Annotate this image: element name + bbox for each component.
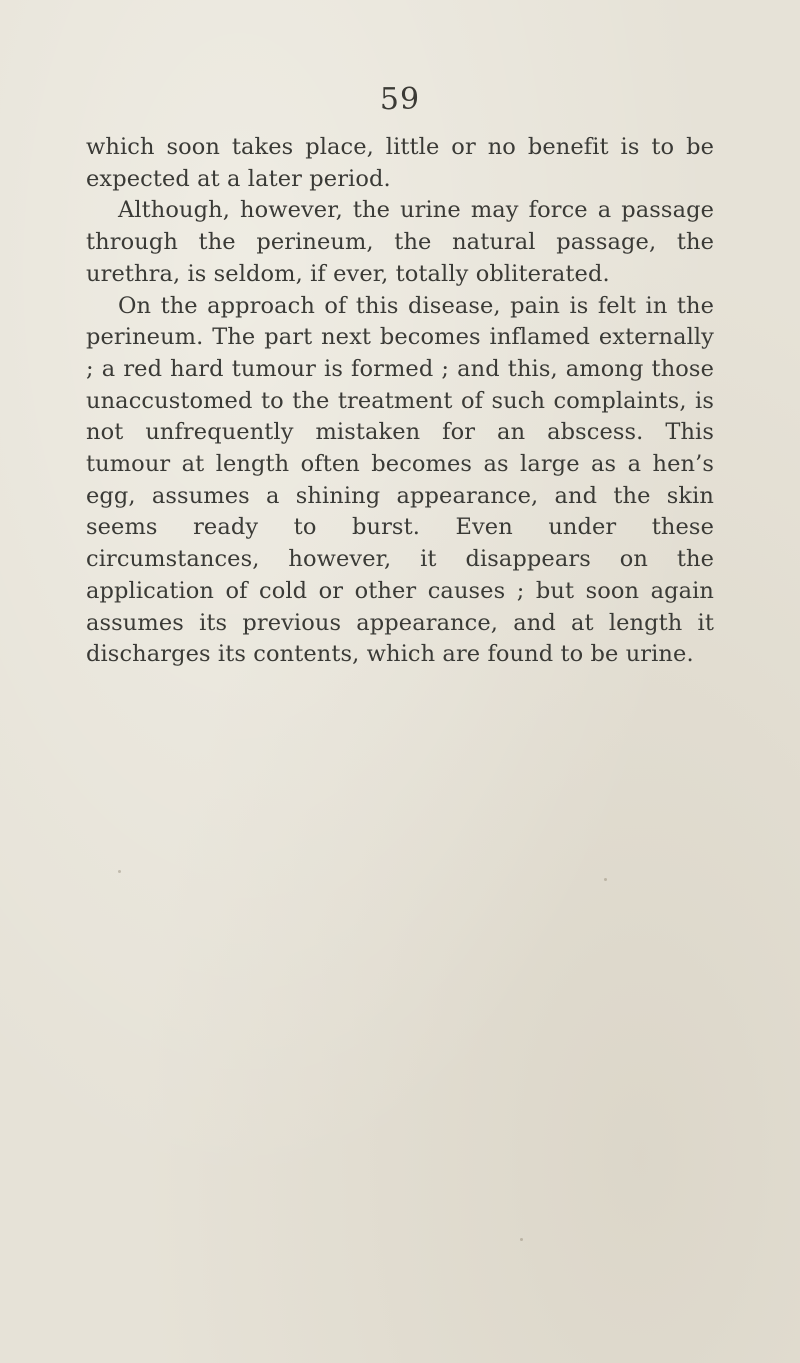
paragraph-1: which soon takes place, little or no benefit is to be expected at a later period. <box>86 134 714 192</box>
body-text <box>86 132 714 671</box>
page-number: 59 <box>379 82 421 117</box>
paper-fleck <box>604 878 607 881</box>
paragraph-2: Although, however, the urine may force a passage through the perineum, the natural passage, the urethra, is seldom, if ever, totally obliterated. <box>86 197 714 287</box>
paragraph-3: On the approach of this disease, pain is felt in the perineum. The part next becomes inflamed externally ; a red hard tumour is formed ; and this, among those unaccustomed to the treatment of such complaints, is not unfrequently mistaken for an abscess. This tumour at length often becomes as large as a hen’s egg, assumes a shining appearance, and the skin seems ready to burst. Even under these circumstances, however, it disappears on the application of cold or other causes ; but soon again assumes its previous appearance, and at length it discharges its contents, which are found to be urine. <box>86 292 714 668</box>
paper-fleck <box>118 870 121 873</box>
paper-fleck <box>520 1238 523 1241</box>
